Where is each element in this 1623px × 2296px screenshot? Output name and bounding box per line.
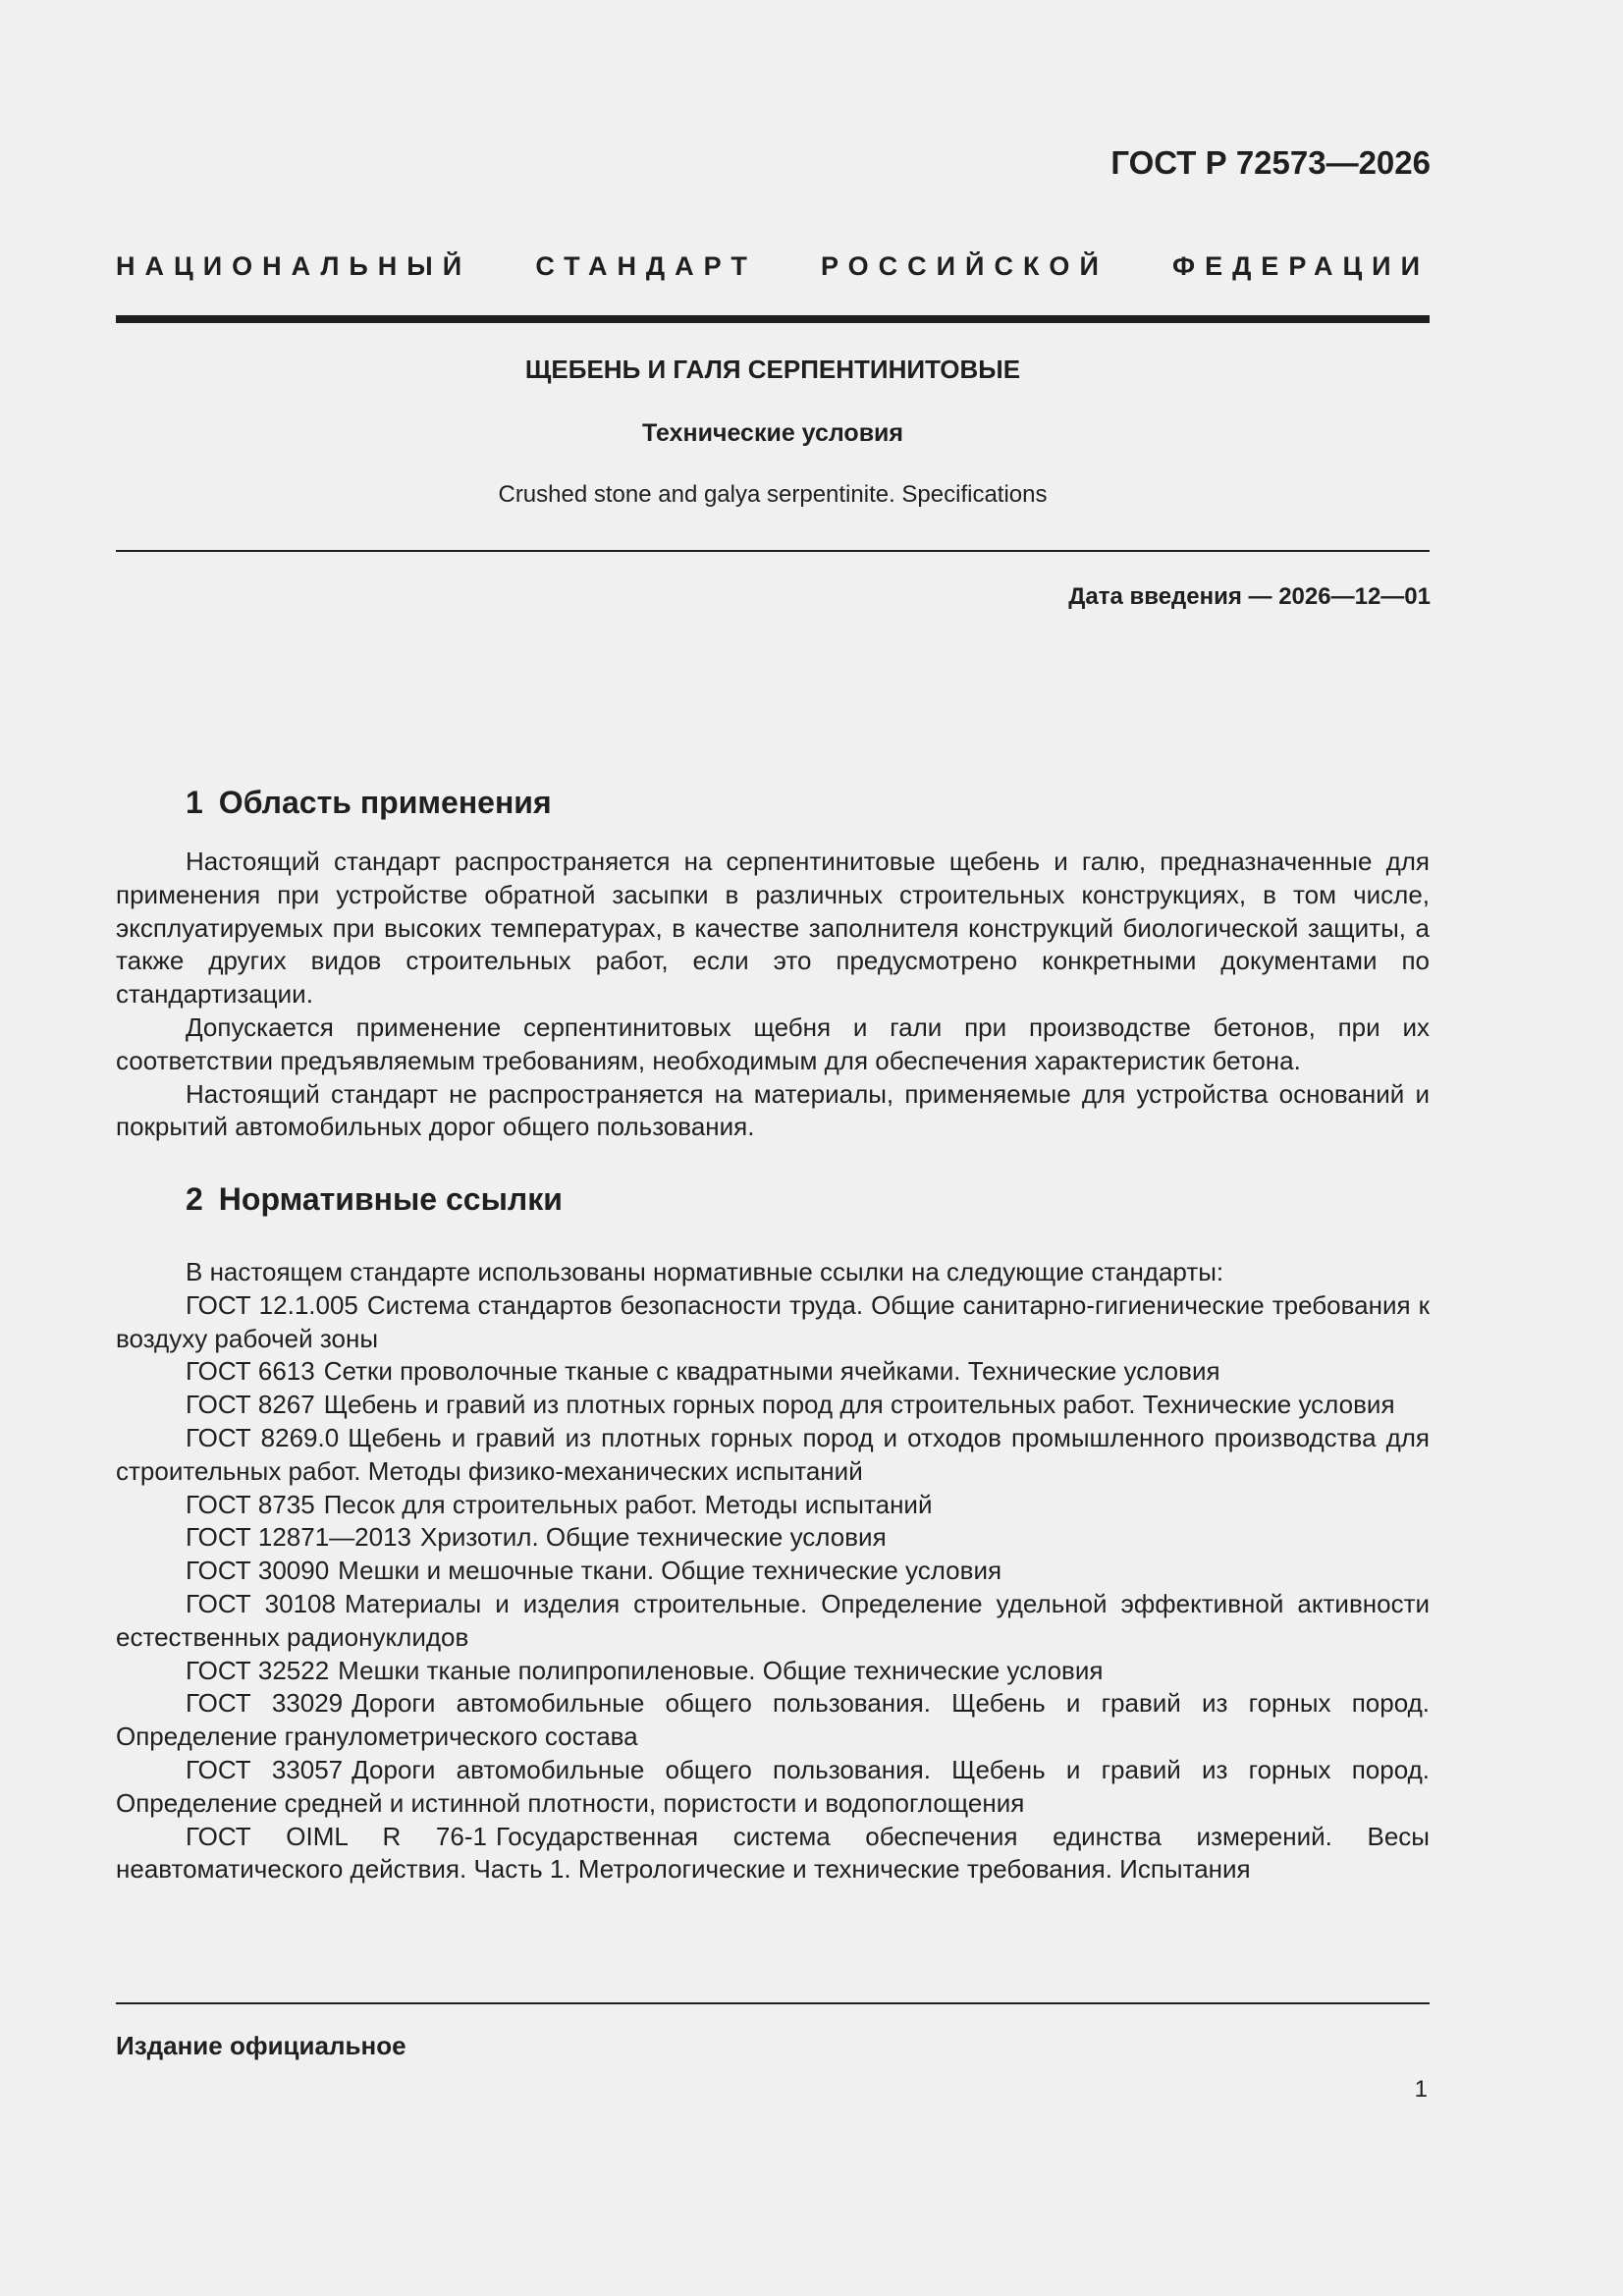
reference-item — [116, 1389, 1430, 1422]
document-title: ЩЕБЕНЬ И ГАЛЯ СЕРПЕНТИНИТОВЫЕ — [524, 355, 1021, 384]
section-1-body — [116, 846, 1430, 1144]
reference-code: ГОСТ 33029 — [186, 1688, 344, 1719]
introduction-date: Дата введения — 2026—12—01 — [1068, 583, 1431, 610]
footer-divider — [116, 2002, 1430, 2004]
section-number: 2 — [186, 1181, 203, 1217]
document-number: ГОСТ Р 72573—2026 — [1110, 144, 1431, 181]
section-2-heading — [186, 1181, 563, 1218]
paragraph: Настоящий стандарт распространяется на серпентинитовые щебень и галю, предназначенные для применения при устройстве обратной засыпки в различных строительных конструкциях, в том числе, эксплуатируемых при высоких температурах, в качестве заполнителя конструкций биологической защиты, а также других видов строительных работ, если это предусмотрено конкретными документами по стандартизации. — [116, 847, 1430, 1010]
page-number: 1 — [1414, 2076, 1428, 2103]
reference-item — [116, 1489, 1430, 1522]
reference-item — [116, 1687, 1430, 1754]
reference-title: Дороги автомобильные общего пользования. Щебень и гравий из горных пород. Определение гранулометрического состава — [116, 1688, 1431, 1752]
reference-code: ГОСТ 8267 — [186, 1390, 315, 1420]
official-edition-label: Издание официальное — [116, 2031, 406, 2060]
document-subtitle: Технические условия — [641, 419, 904, 447]
paragraph: Допускается применение серпентинитовых щебня и гали при производстве бетонов, при их соответствии предъявляемым требованиям, необходимым для обеспечения характеристик бетона. — [116, 1011, 1430, 1075]
reference-item — [116, 1422, 1430, 1489]
paragraph: В настоящем стандарте использованы нормативные ссылки на следующие стандарты: — [186, 1257, 1224, 1286]
section-title: Область применения — [218, 785, 552, 820]
paragraph: Настоящий стандарт не распространяется на материалы, применяемые для устройства оснований и покрытий автомобильных дорог общего пользования. — [116, 1078, 1430, 1142]
document-title-english: Crushed stone and galya serpentinite. Specifications — [498, 481, 1048, 508]
reference-title: Хризотил. Общие технические условия — [420, 1522, 887, 1553]
reference-code: ГОСТ 30090 — [186, 1556, 330, 1586]
reference-title: Государственная система обеспечения единства измерений. Весы неавтоматического действия. Часть 1. Метрологические и технические требования. Испытания — [116, 1821, 1430, 1885]
reference-item — [116, 1355, 1430, 1389]
reference-item — [116, 1588, 1430, 1655]
reference-item — [116, 1521, 1430, 1555]
reference-item — [116, 1821, 1430, 1887]
title-divider — [116, 550, 1430, 552]
section-1-heading — [186, 785, 552, 821]
reference-code: ГОСТ OIML R 76-1 — [186, 1821, 487, 1851]
reference-code: ГОСТ 33057 — [186, 1754, 344, 1784]
reference-item — [116, 1555, 1430, 1588]
reference-title: Щебень и гравий из плотных горных пород для строительных работ. Технические условия — [323, 1390, 1395, 1420]
reference-title: Песок для строительных работ. Методы испытаний — [323, 1489, 933, 1519]
reference-title: Дороги автомобильные общего пользования. Щебень и гравий из горных пород. Определение средней и истинной плотности, пористости и водопоглощения — [116, 1754, 1431, 1818]
reference-code: ГОСТ 6613 — [186, 1356, 315, 1387]
reference-code: ГОСТ 12.1.005 — [186, 1289, 358, 1320]
reference-code: ГОСТ 12871—2013 — [186, 1522, 412, 1553]
reference-item — [116, 1289, 1430, 1356]
reference-item — [116, 1754, 1430, 1821]
national-standard-header: НАЦИОНАЛЬНЫЙ СТАНДАРТ РОССИЙСКОЙ ФЕДЕРАЦИИ — [116, 251, 1430, 281]
reference-code: ГОСТ 8735 — [186, 1489, 315, 1519]
reference-item — [116, 1655, 1430, 1688]
header-divider — [116, 315, 1430, 323]
reference-title: Материалы и изделия строительные. Определение удельной эффективной активности естественных радионуклидов — [116, 1588, 1431, 1652]
reference-title: Система стандартов безопасности труда. Общие санитарно-гигиенические требования к воздуху рабочей зоны — [116, 1289, 1430, 1353]
reference-title: Сетки проволочные тканые с квадратными ячейками. Технические условия — [323, 1356, 1220, 1387]
reference-code: ГОСТ 8269.0 — [186, 1422, 340, 1452]
reference-title: Щебень и гравий из плотных горных пород и отходов промышленного производства для строительных работ. Методы физико-механических испытаний — [116, 1422, 1430, 1486]
reference-code: ГОСТ 30108 — [186, 1588, 336, 1618]
reference-code: ГОСТ 32522 — [186, 1655, 330, 1685]
reference-title: Мешки и мешочные ткани. Общие технические условия — [338, 1556, 1002, 1586]
section-number: 1 — [186, 785, 203, 820]
section-title: Нормативные ссылки — [218, 1181, 563, 1217]
reference-title: Мешки тканые полипропиленовые. Общие технические условия — [338, 1655, 1104, 1685]
section-2-body — [116, 1256, 1430, 1886]
